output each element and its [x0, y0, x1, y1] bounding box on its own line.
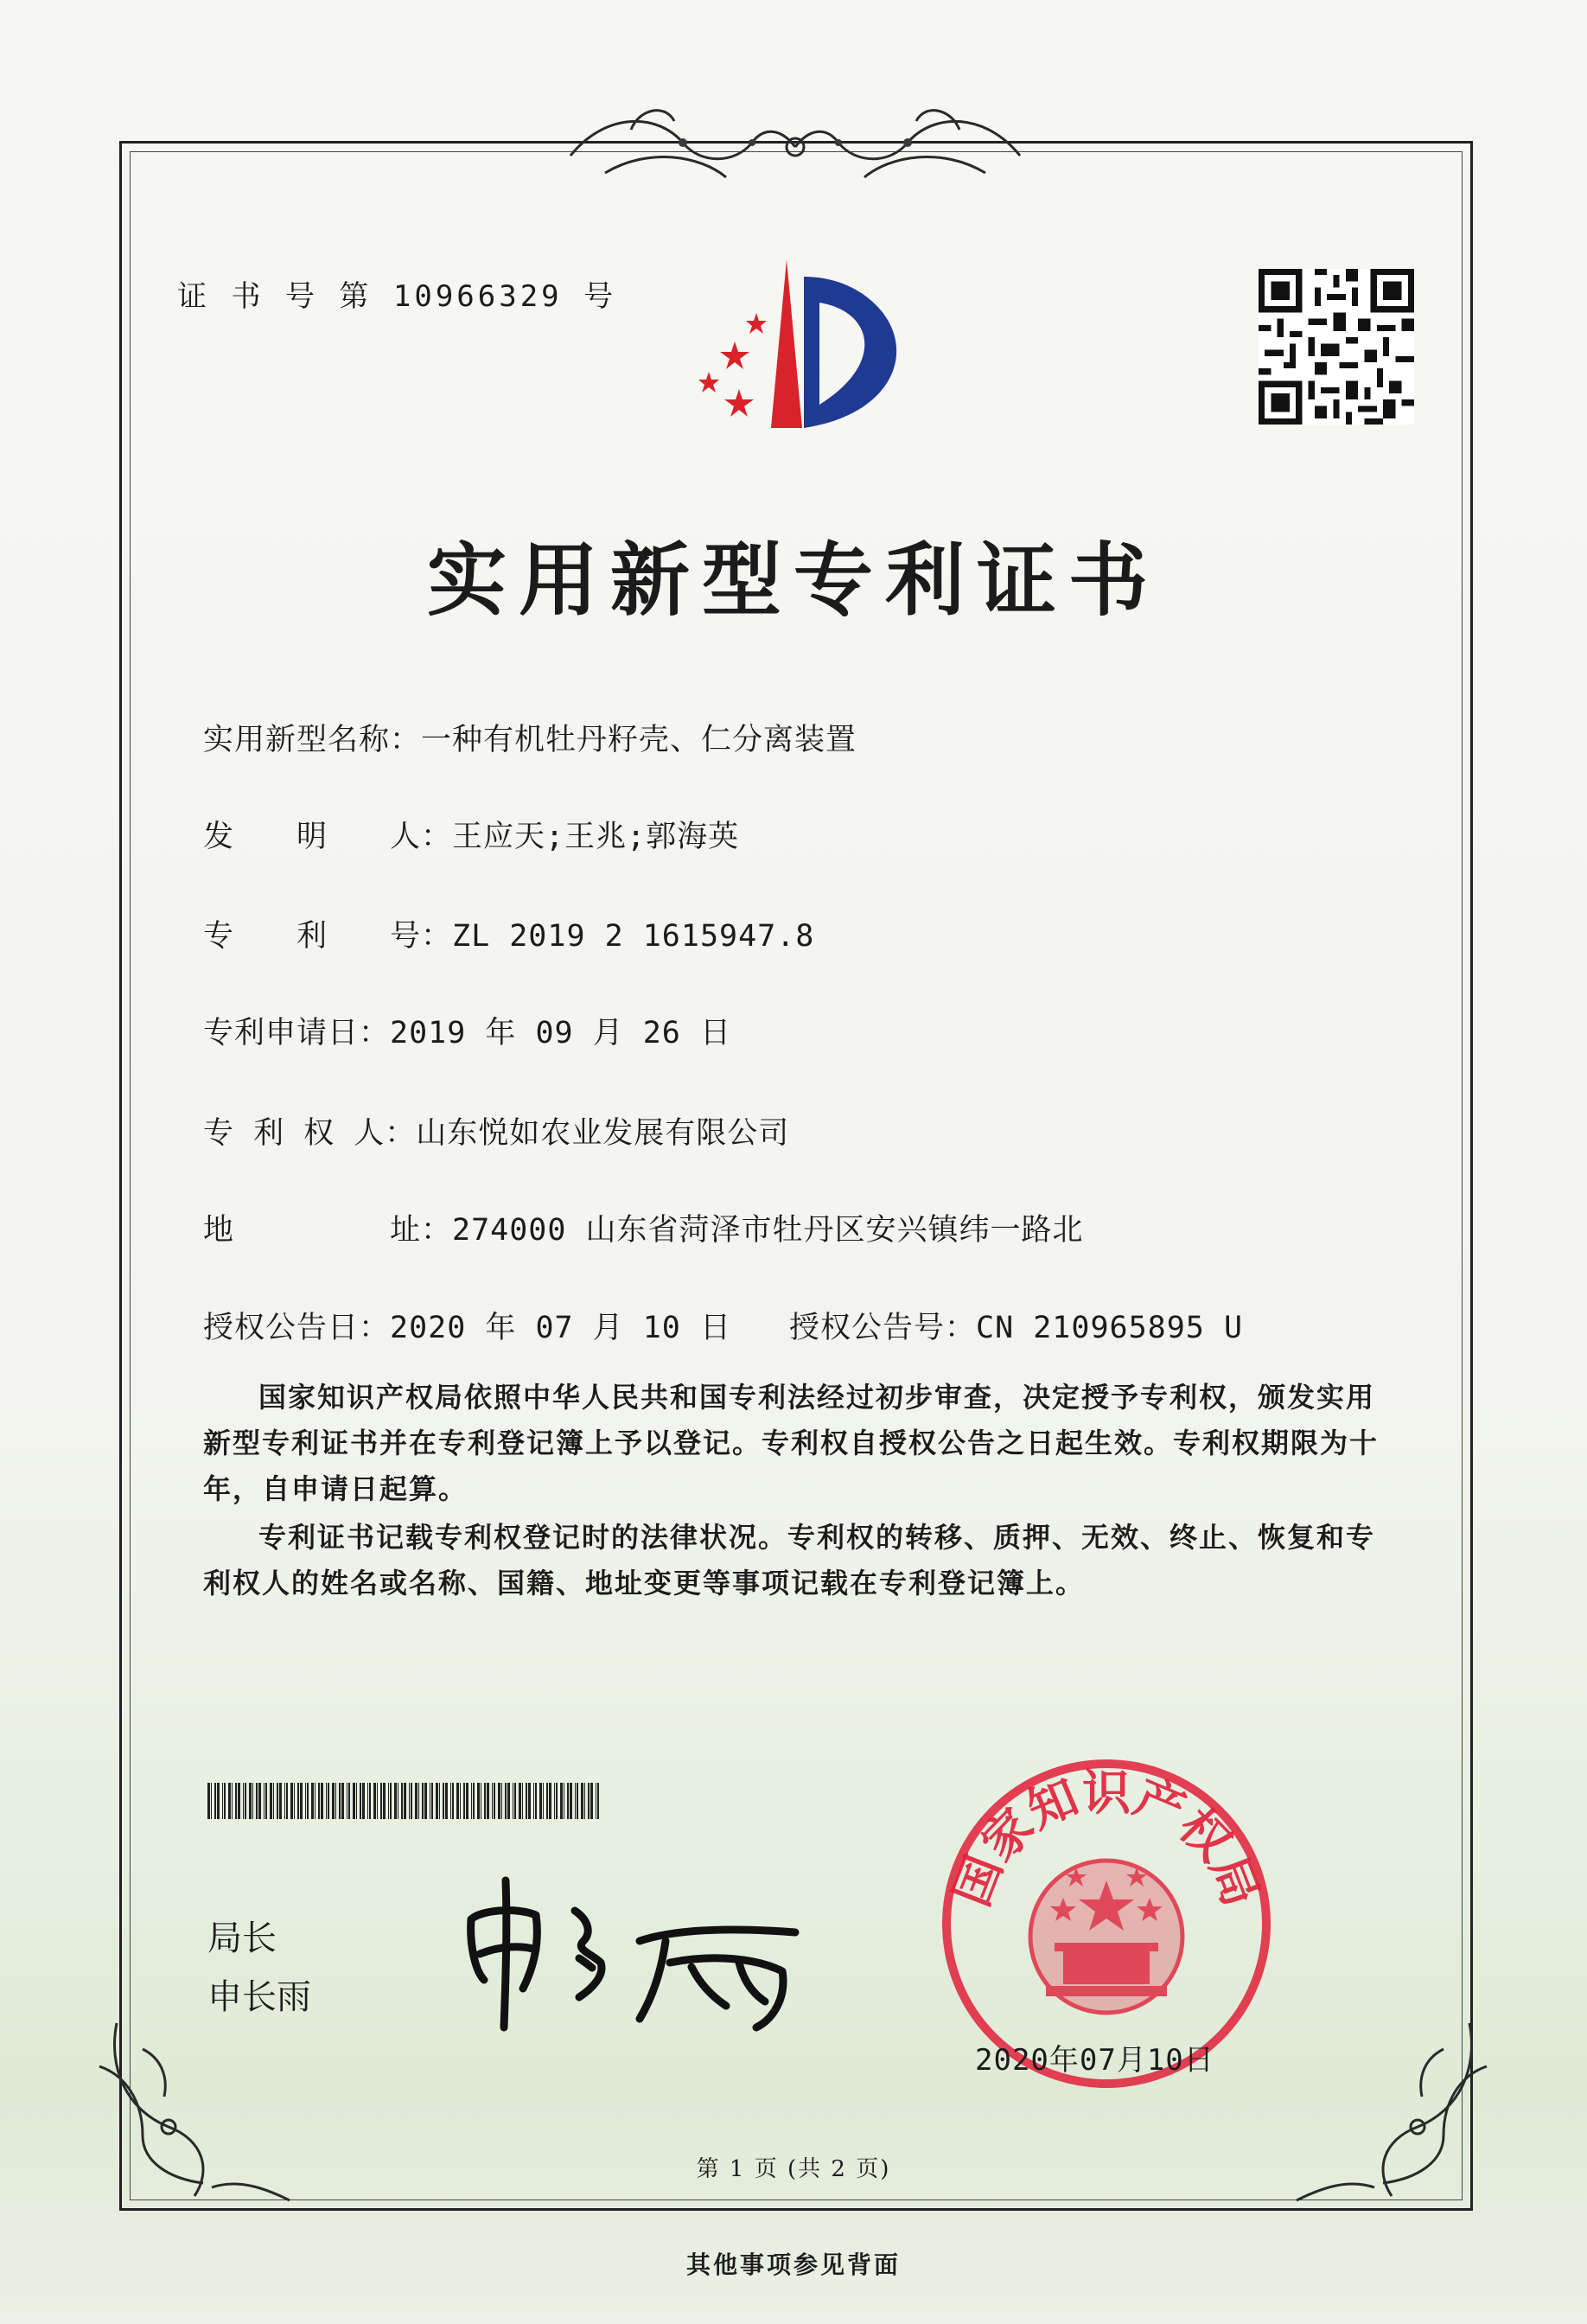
top-ornament	[553, 95, 1037, 190]
seal-date: 2020年07月10日	[975, 2043, 1214, 2078]
field-address	[203, 1206, 1084, 1249]
field-label: 授权公告号：	[789, 1311, 977, 1345]
director-title: 局长	[207, 1919, 277, 1958]
legal-paragraph-1: 国家知识产权局依照中华人民共和国专利法经过初步审查，决定授予专利权，颁发实用新型专利证书并在专利登记簿上予以登记。专利权自授权公告之日起生效。专利权期限为十年，自申请日起算。	[203, 1381, 1380, 1505]
back-note: 其他事项参见背面	[685, 2251, 901, 2279]
field-patentee	[203, 1109, 789, 1152]
field-label: 实用新型名称：	[203, 723, 422, 757]
director-name: 申长雨	[207, 1977, 311, 2017]
legal-paragraph-2: 专利证书记载专利权登记时的法律状况。专利权的转移、质押、无效、终止、恢复和专利权人的姓名或名称、国籍、地址变更等事项记载在专利登记簿上。	[203, 1521, 1376, 1599]
field-inventors	[203, 813, 739, 856]
field-label: 专 利 权 人：	[203, 1116, 417, 1151]
field-announcement-date	[203, 1304, 731, 1347]
field-label: 地 址：	[203, 1213, 453, 1248]
field-value: 王应天;王兆;郭海英	[452, 820, 740, 854]
field-application-date	[203, 1009, 731, 1052]
field-label: 专 利 号：	[203, 919, 453, 954]
field-value: 2020 年 07 月 10 日	[390, 1311, 731, 1345]
page-number: 第 1 页 (共 2 页)	[696, 2156, 891, 2182]
field-value: 2019 年 09 月 26 日	[390, 1016, 731, 1050]
field-value: CN 210965895 U	[976, 1311, 1244, 1345]
field-value: 一种有机牡丹籽壳、仁分离装置	[421, 723, 857, 757]
barcode	[207, 1783, 605, 1819]
certificate-title: 实用新型专利证书	[426, 533, 1160, 627]
field-value: ZL 2019 2 1615947.8	[452, 919, 815, 954]
field-value: 山东悦如农业发展有限公司	[416, 1116, 790, 1151]
field-announcement-number	[789, 1304, 1243, 1347]
cnipa-logo	[674, 251, 925, 458]
field-utility-model-name	[203, 716, 857, 759]
corner-ornament-left	[91, 2014, 315, 2213]
certificate-number: 证 书 号 第 10966329 号	[177, 279, 617, 314]
field-label: 授权公告日：	[203, 1311, 391, 1345]
qr-code	[1259, 268, 1414, 425]
corner-ornament-right	[1271, 2014, 1495, 2213]
field-value: 274000 山东省菏泽市牡丹区安兴镇纬一路北	[452, 1213, 1084, 1248]
field-label: 专利申请日：	[203, 1016, 391, 1050]
field-label: 发 明 人：	[203, 820, 453, 854]
field-patent-number	[203, 912, 814, 955]
seal-text: 国家知识产权局	[942, 1765, 1271, 1914]
director-signature	[454, 1859, 808, 2032]
